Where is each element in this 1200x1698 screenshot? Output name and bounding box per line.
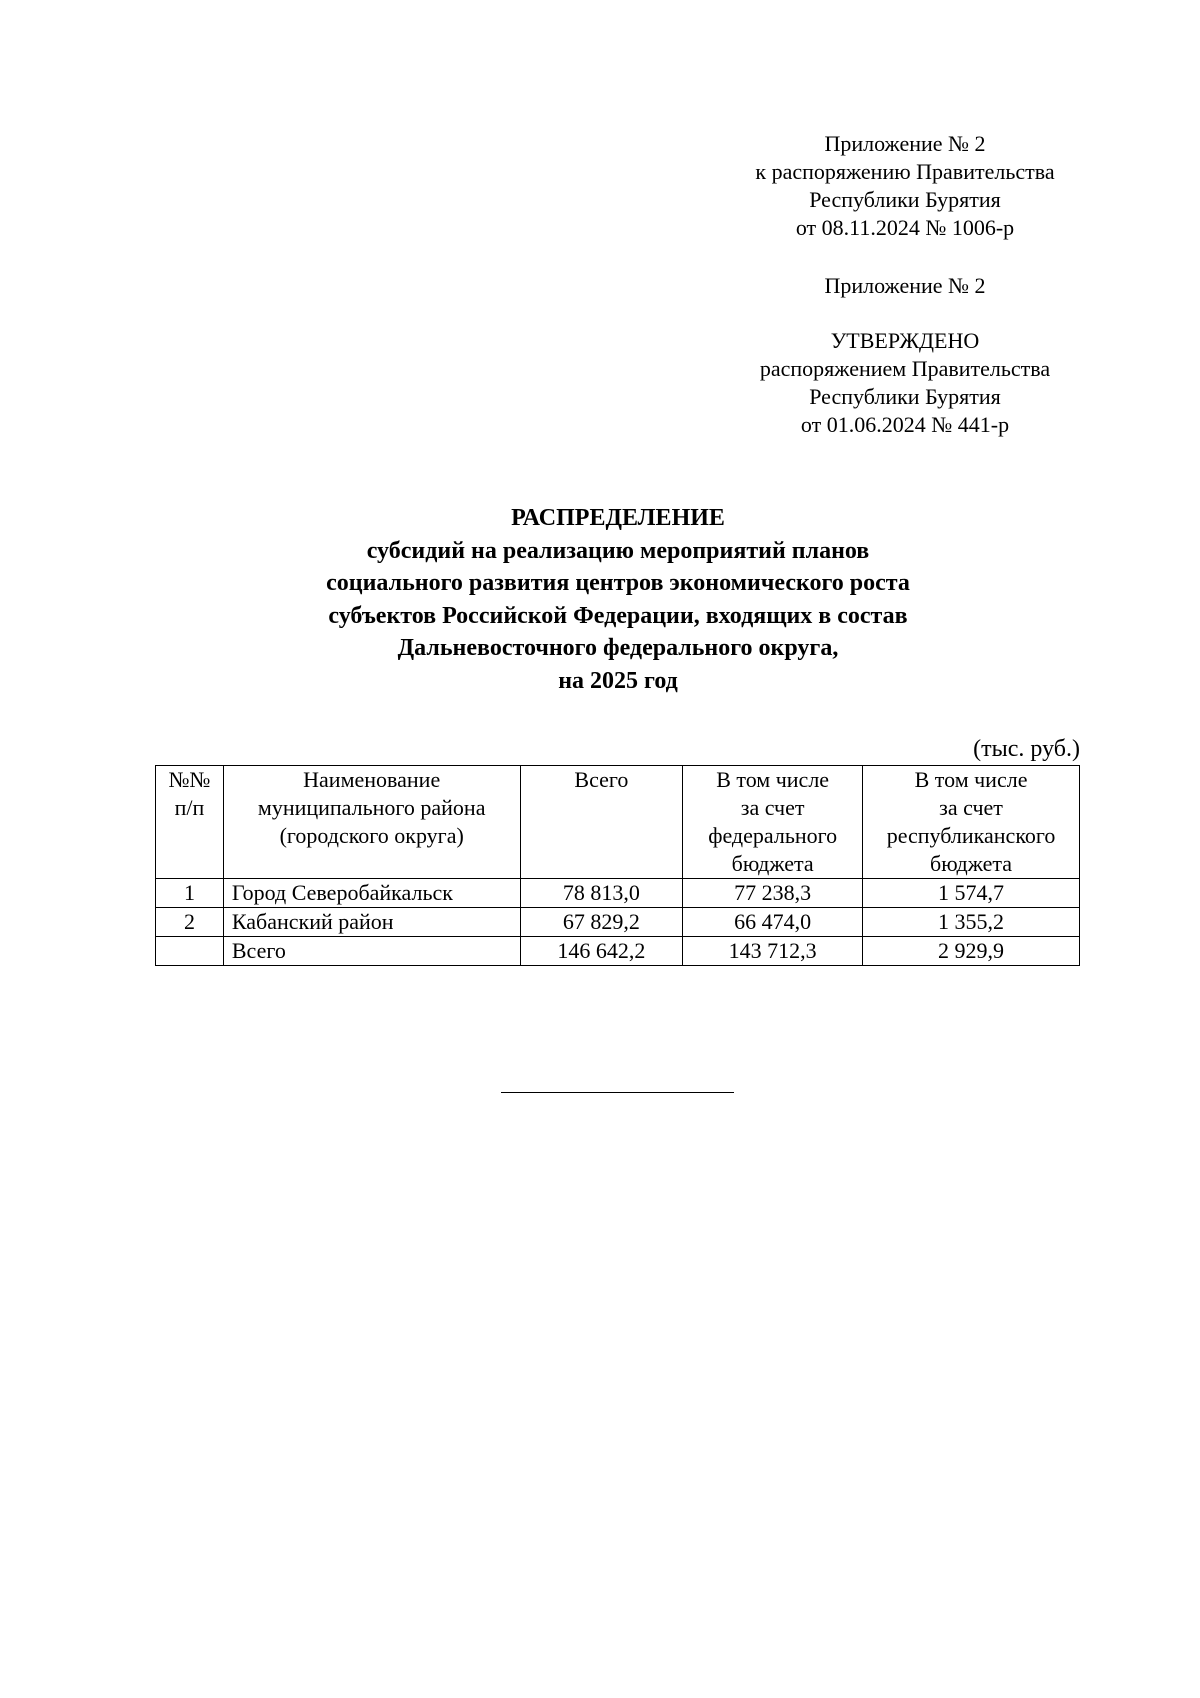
table-header-row [156, 766, 1080, 879]
cell-federal: 143 712,3 [683, 937, 863, 966]
appendix-number [700, 272, 1110, 300]
cell-number [156, 937, 224, 966]
header-line: УТВЕРЖДЕНО [830, 328, 980, 353]
header-line: Республики Бурятия [809, 384, 1001, 409]
header-line: от 08.11.2024 № 1006-р [795, 215, 1015, 240]
title-line: Дальневосточного федерального округа, [397, 635, 839, 661]
header-republic: В том числе за счет республиканского бюджета [863, 766, 1080, 879]
cell-federal: 77 238,3 [683, 879, 863, 908]
cell-total: 67 829,2 [520, 908, 683, 937]
end-rule-divider [501, 1092, 734, 1093]
header-total: Всего [520, 766, 683, 879]
header-line: к распоряжению Правительства [755, 159, 1055, 184]
header-line: Приложение № 2 [824, 273, 986, 298]
cell-number: 2 [156, 908, 224, 937]
header-number: №№ п/п [156, 766, 224, 879]
header-name: Наименование муниципального района (городского округа) [223, 766, 520, 879]
cell-name: Всего [223, 937, 520, 966]
cell-total: 78 813,0 [520, 879, 683, 908]
title-line: на 2025 год [558, 667, 678, 694]
cell-republic: 1 355,2 [863, 908, 1080, 937]
header-line: Приложение № 2 [824, 131, 986, 156]
title-line: социального развития центров экономического роста [326, 570, 910, 596]
cell-federal: 66 474,0 [683, 908, 863, 937]
unit-label: (тыс. руб.) [973, 736, 1080, 762]
header-line: Республики Бурятия [809, 187, 1001, 212]
table-row [156, 908, 1080, 937]
appendix-header [700, 130, 1110, 242]
table-total-row [156, 937, 1080, 966]
header-federal: В том числе за счет федерального бюджета [683, 766, 863, 879]
table-row [156, 879, 1080, 908]
cell-republic: 1 574,7 [863, 879, 1080, 908]
cell-name: Кабанский район [223, 908, 520, 937]
document-title [218, 502, 1018, 697]
cell-name: Город Северобайкальск [223, 879, 520, 908]
cell-number: 1 [156, 879, 224, 908]
title-line: РАСПРЕДЕЛЕНИЕ [511, 505, 725, 531]
distribution-table [155, 765, 1080, 966]
cell-total: 146 642,2 [520, 937, 683, 966]
header-line: распоряжением Правительства [759, 356, 1051, 381]
title-line: субсидий на реализацию мероприятий планов [366, 537, 870, 564]
cell-republic: 2 929,9 [863, 937, 1080, 966]
approved-block [700, 327, 1110, 439]
title-line: субъектов Российской Федерации, входящих в состав [328, 602, 908, 629]
header-line: от 01.06.2024 № 441-р [800, 412, 1010, 437]
